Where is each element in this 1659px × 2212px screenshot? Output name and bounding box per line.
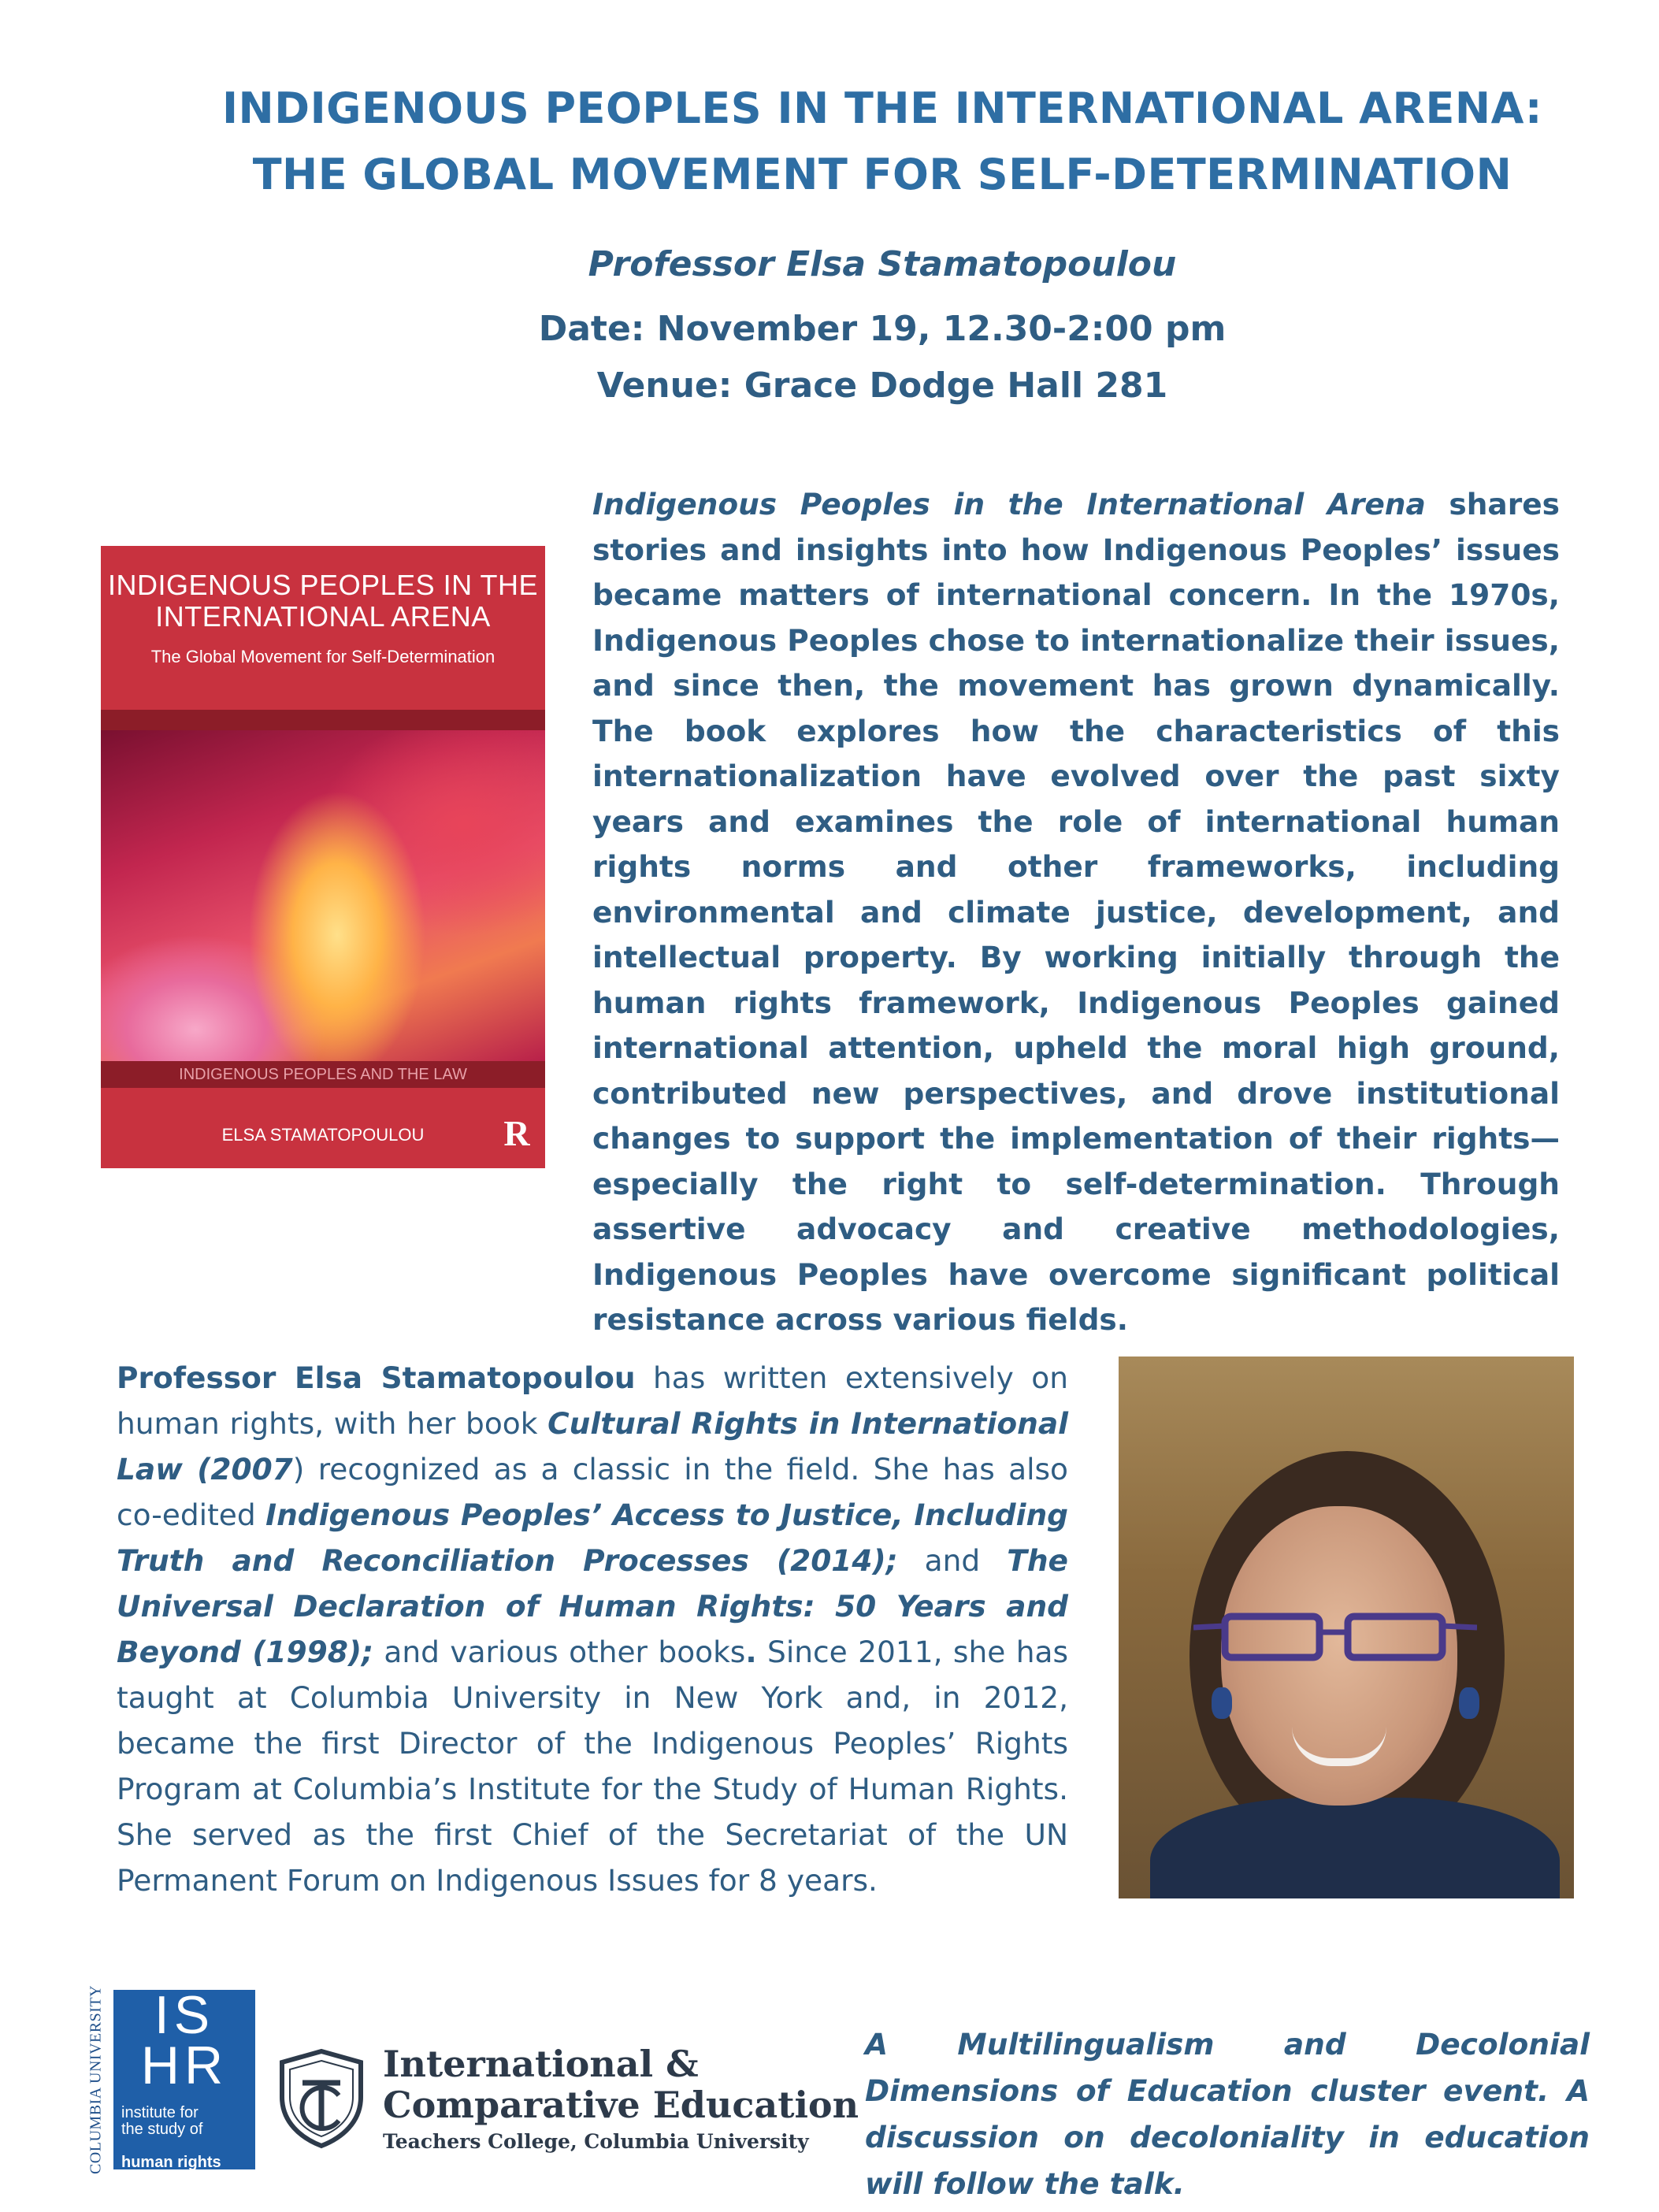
columbia-university-text: COLUMBIA UNIVERSITY (87, 1984, 105, 2175)
cover-title-line-2: INTERNATIONAL ARENA (155, 600, 491, 633)
bio-text-1: has written extensively on human rights, with her book (117, 1360, 1068, 1441)
bio-name: Professor Elsa Stamatopoulou (117, 1360, 636, 1395)
cover-subtitle: The Global Movement for Self-Determination (150, 647, 495, 666)
ishr-small-text (121, 2105, 202, 2138)
cluster-event-note: A Multilingualism and Decolonial Dimensions of Education cluster event. A discussion on decoloniality in education will follow the talk. (865, 2027, 1590, 2201)
ishr-letters-line-2: HR (140, 2036, 228, 2095)
description-book-title: Indigenous Peoples in the International Arena (592, 487, 1426, 521)
bio-text-3: and (897, 1543, 1008, 1578)
portrait-earring-right (1459, 1687, 1479, 1719)
speaker-bio (117, 1355, 1068, 1903)
bio-text-2: ) recognized as a classic in the field. She has also co-edited (117, 1452, 1068, 1532)
book-cover-image (101, 546, 545, 1168)
cover-title-line-1: INDIGENOUS PEOPLES IN THE (108, 569, 538, 601)
portrait-coat (1150, 1798, 1560, 1898)
bio-book-3: The Universal Declaration of Human Rights: 50 Years and Beyond (1998); (117, 1543, 1068, 1669)
columbia-university-wordmark (85, 1984, 107, 2175)
event-venue: Venue: Grace Dodge Hall 281 (596, 366, 1168, 406)
cover-author: ELSA STAMATOPOULOU (221, 1125, 425, 1145)
ice-name-line-1: International & (383, 2043, 699, 2085)
cover-canyon-artwork (101, 730, 545, 1061)
bio-text-5: Since 2011, she has taught at Columbia University in New York and, in 2012, became the first Director of the Indigenous Peoples’ Rights Program at Columbia’s Institute for the Study of Human Rights. She served as the first Chief of the Secretariat of the UN Permanent Forum on Indigenous Issues for 8 years. (117, 1635, 1069, 1898)
cover-series: INDIGENOUS PEOPLES AND THE LAW (101, 1061, 545, 1088)
ice-name-line-2: Comparative Education (383, 2084, 859, 2126)
publisher-logo-icon: R (503, 1113, 530, 1153)
ishr-box (113, 1985, 255, 2171)
bio-text-4: and various other books (373, 1635, 746, 1669)
cover-band-top (101, 710, 545, 730)
ishr-logo (85, 1984, 255, 2175)
ishr-letters (113, 1985, 255, 2095)
portrait-glasses (1193, 1609, 1477, 1664)
book-description (592, 482, 1560, 1343)
ice-institution: Teachers College, Columbia University (383, 2130, 809, 2153)
description-text: shares stories and insights into how Indigenous Peoples’ issues became matters of international concern. In the 1970s, Indigenous Peoples chose to internationalize their issues, and since then, the movement has grown dynamically. The book explores how the characteristics of this internationalization have evolved over the past sixty years and examines the role of international human rights norms and other frameworks, including environmental and climate justice, development, and intellectual property. By working initially through the human rights framework, Indigenous Peoples gained international attention, upheld the moral high ground, contributed new perspectives, and drove institutional changes to support the implementation of their rights—especially the right to self-determination. Through assertive advocacy and creative methodologies, Indigenous Peoples have overcome significant political resistance across various fields. (592, 487, 1560, 1337)
event-date: Date: November 19, 12.30-2:00 pm (538, 309, 1227, 349)
speaker-name: Professor Elsa Stamatopoulou (588, 244, 1177, 284)
ishr-small-line-2: the study of (121, 2121, 203, 2138)
portrait-earring-left (1212, 1687, 1232, 1719)
ishr-letters-line-1: IS (154, 1985, 215, 2045)
teachers-college-shield-icon (276, 2048, 367, 2149)
event-title (197, 76, 1568, 208)
ishr-human-rights: human rights (121, 2154, 221, 2171)
event-title-line-2: THE GLOBAL MOVEMENT FOR SELF-DETERMINATION (252, 150, 1512, 199)
bio-book-1: Cultural Rights in International Law (2007 (117, 1406, 1069, 1486)
bio-text-4-dot: . (745, 1635, 757, 1669)
speaker-portrait (1119, 1357, 1574, 1898)
event-title-line-1: INDIGENOUS PEOPLES IN THE INTERNATIONAL ARENA: (221, 84, 1543, 133)
bio-book-2: Indigenous Peoples’ Access to Justice, Including Truth and Reconciliation Processes (2014); (117, 1498, 1068, 1578)
ishr-small-line-1: institute for (121, 2104, 199, 2121)
cover-title (101, 570, 545, 633)
